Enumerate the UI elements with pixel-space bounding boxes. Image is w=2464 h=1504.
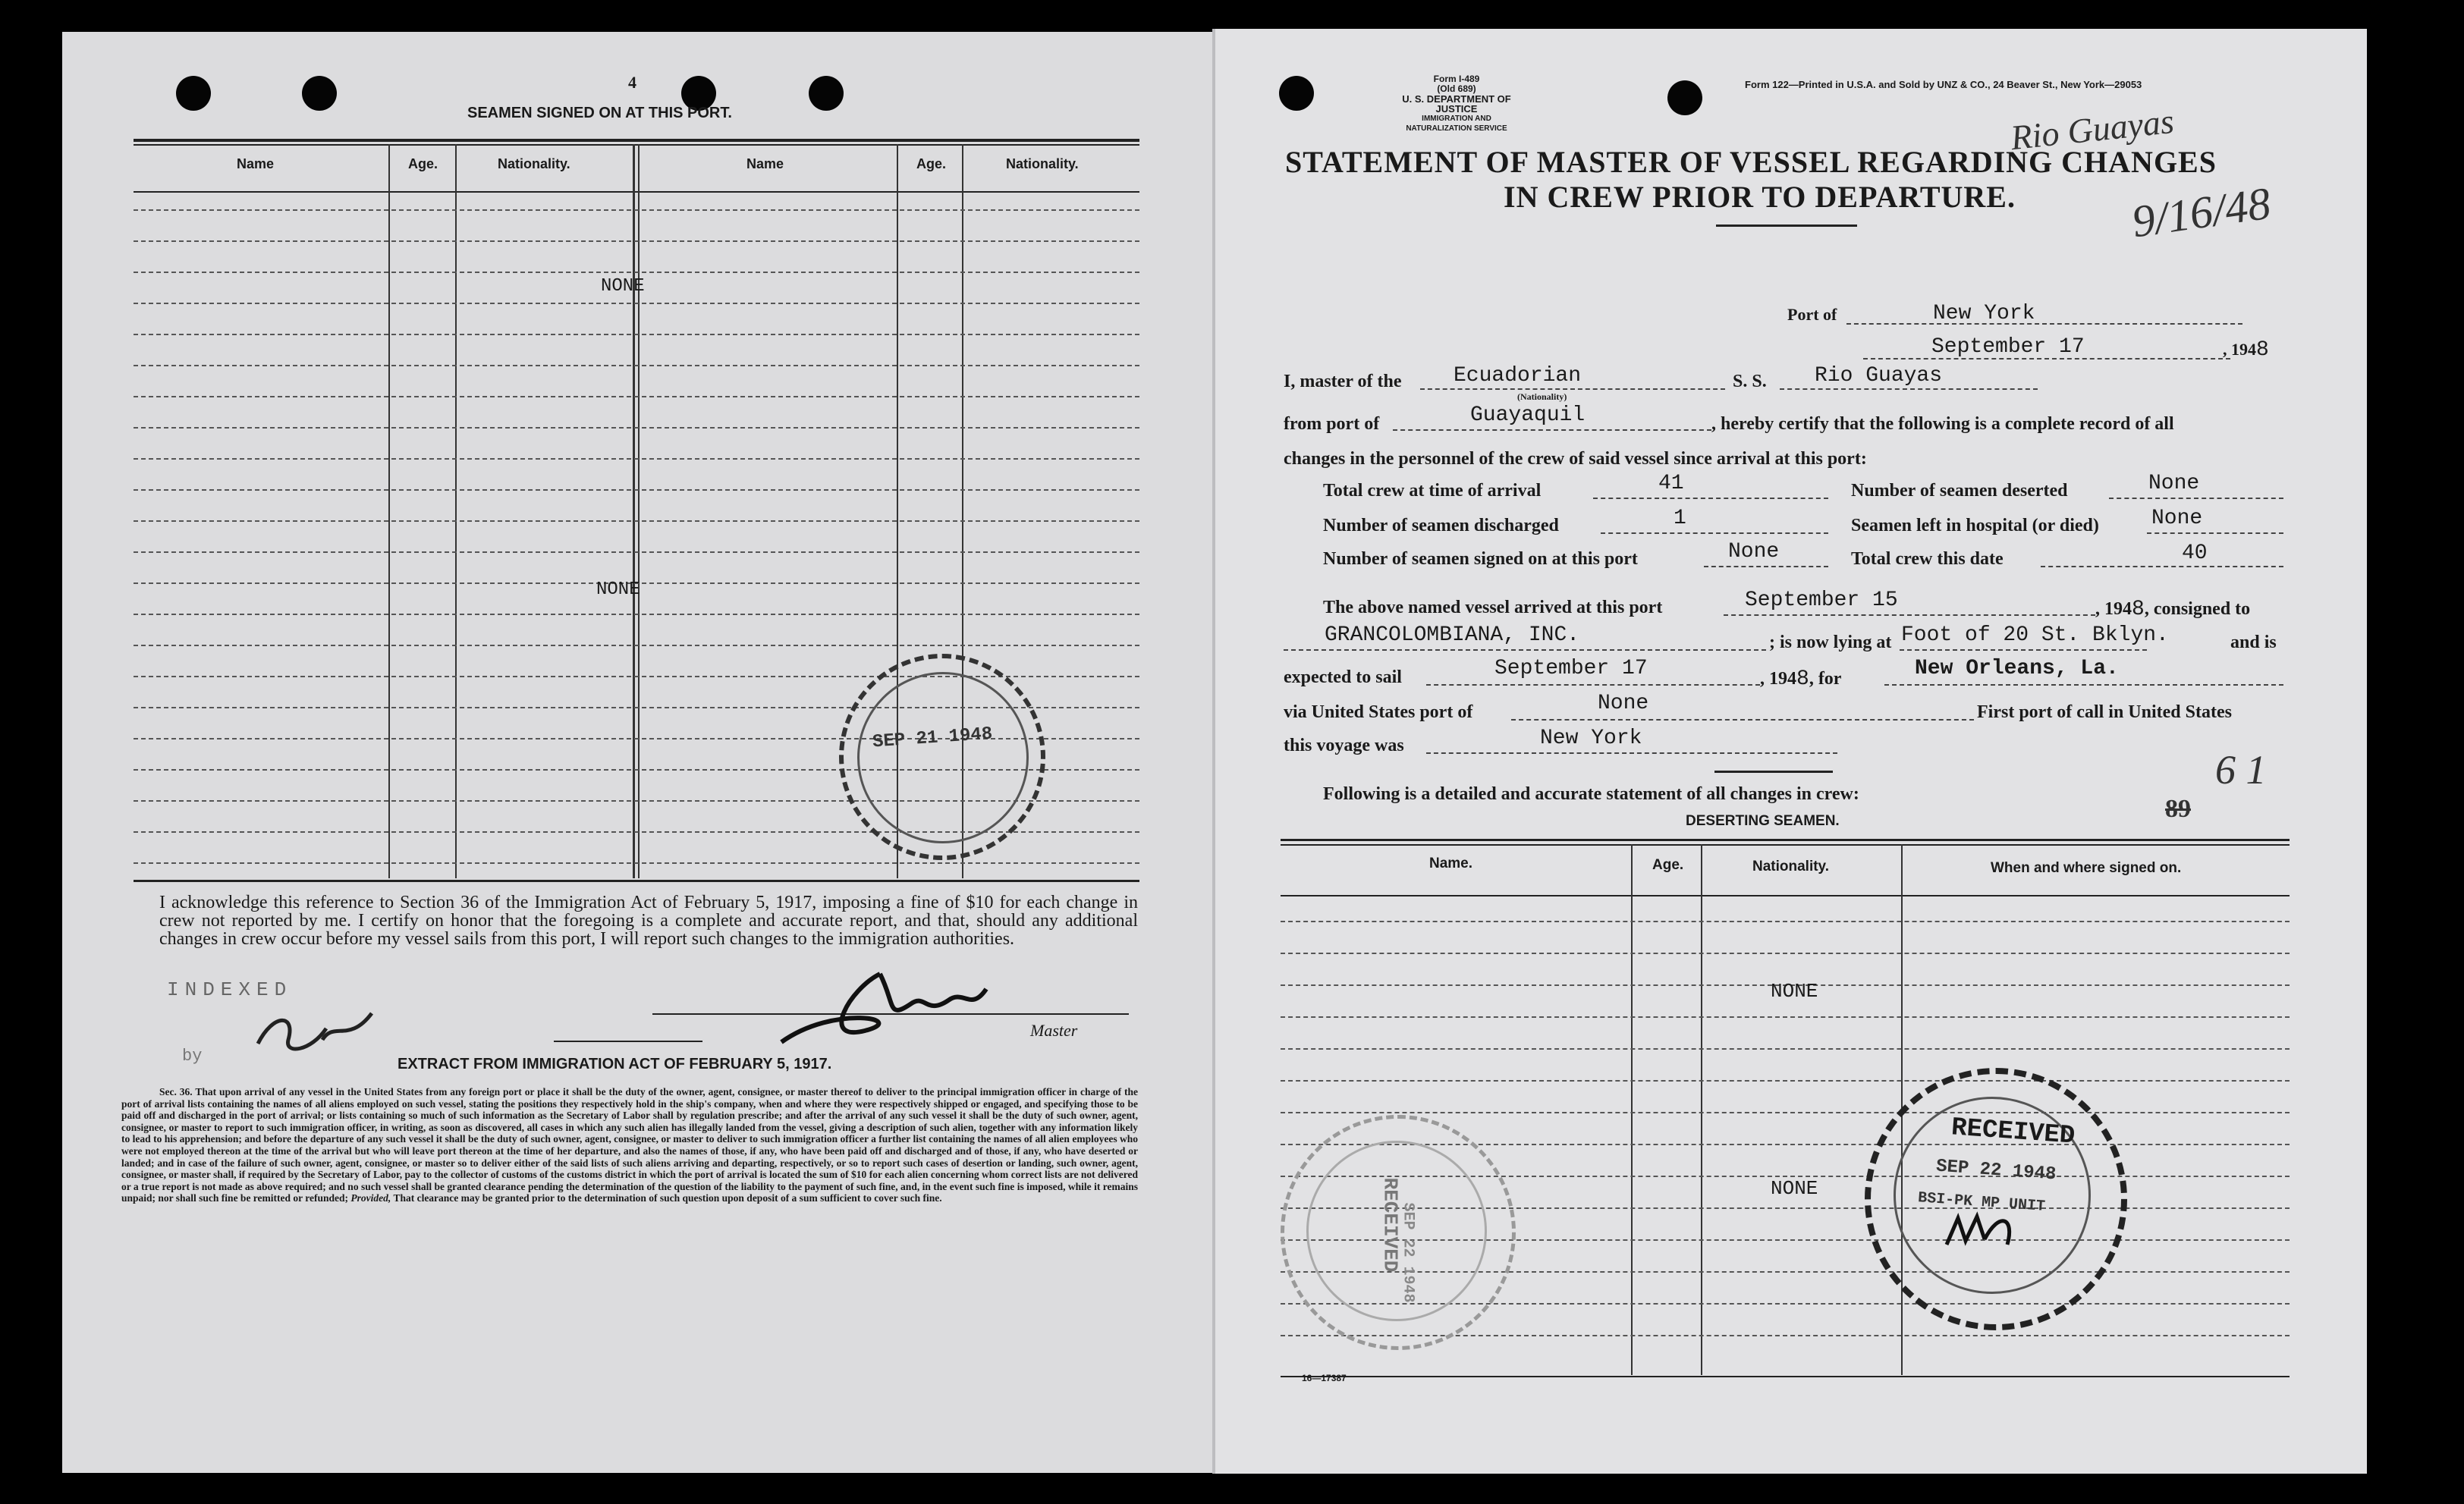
table-row-line [1281,921,2290,922]
page-number: 4 [628,73,636,92]
vessel-fill [1780,388,2038,390]
col-divider [1631,844,1633,1375]
lying-fill [1900,649,2147,651]
total-crew-date-value: 40 [2182,542,2208,565]
vessel-value: Rio Guayas [1815,364,1943,388]
left-title: SEAMEN SIGNED ON AT THIS PORT. [467,105,732,121]
col-nationality-2: Nationality. [1006,156,1079,171]
destination-fill [1884,684,2283,686]
punch-hole [1279,76,1314,111]
col-when-where: When and where signed on. [1991,860,2182,876]
none-entry: NONE [596,579,640,600]
handwritten-number: 6 1 [2215,747,2267,793]
nationality-value: Ecuadorian [1454,364,1582,388]
table-top-rule [134,139,1139,142]
destination-value: New Orleans, La. [1915,657,2119,680]
date-year [2223,338,2269,362]
master-signature [774,959,1077,1057]
form-title-line1: STATEMENT OF MASTER OF VESSEL REGARDING CHANGES [1285,145,2217,179]
section-36-text [121,1086,1138,1204]
and-is-label: and is [2230,633,2277,652]
expected-label: expected to sail [1284,667,1402,687]
from-port-value: Guayaquil [1470,403,1586,427]
total-crew-arrival-label: Total crew at time of arrival [1323,481,1542,501]
indexed-stamp: INDEXED [167,978,293,1001]
consignee-value: GRANCOLOMBIANA, INC. [1325,623,1580,647]
table-bottom-rule [134,880,1139,882]
table-top-rule [1281,844,2290,846]
section-rule [1714,771,1833,773]
master-of-label: I, master of the [1284,372,1402,391]
table-top-rule [1281,839,2290,841]
hospital-label: Seamen left in hospital (or died) [1851,516,2099,535]
punch-hole [1667,80,1702,115]
col-divider [388,144,390,878]
table-bottom-rule [1281,1376,2290,1377]
lying-value: Foot of 20 St. Bklyn. [1901,623,2169,647]
none-entry: NONE [1771,980,1818,1003]
table-row-line [1281,953,2290,954]
total-crew-arrival-value: 41 [1658,472,1684,495]
nationality-fill [1420,388,1725,390]
table-row-line [134,303,1139,304]
consignee-fill [1284,649,1766,651]
total-crew-arrival-fill [1593,498,1828,499]
punch-hole [176,76,211,111]
total-crew-date-label: Total crew this date [1851,549,2004,569]
voyage-fill [1426,752,1837,754]
col-nationality: Nationality. [1752,859,1829,874]
discharged-fill [1601,532,1828,534]
table-row-line [1281,1080,2290,1082]
year-printed: , 194 [2223,340,2256,359]
col-name-2: Name [746,156,784,171]
form-number: Form I-489 [1433,74,1480,84]
table-row-line [134,551,1139,553]
form-old-number: (Old 689) [1437,83,1476,94]
indexed-by: by [182,1047,203,1066]
table-row-line [134,489,1139,491]
extract-title: EXTRACT FROM IMMIGRATION ACT OF FEBRUARY 5, 1917. [398,1056,832,1072]
col-age: Age. [1652,857,1684,873]
col-divider [1701,844,1702,1375]
arrived-label: The above named vessel arrived at this port [1323,598,1663,617]
col-divider [633,144,635,878]
hospital-value: None [2151,507,2203,530]
section-label: Sec. 36. [159,1086,193,1097]
via-value: None [1598,692,1649,715]
via-fill [1511,719,1974,721]
department: U. S. DEPARTMENT OF JUSTICE [1402,93,1511,115]
expected-year-printed: , 194 [1760,669,1796,689]
voyage-label: this voyage was [1284,736,1404,755]
table-row-line [134,520,1139,522]
from-port-label: from port of [1284,414,1380,434]
hospital-fill [2147,532,2283,534]
table-row-line [1281,1112,2290,1113]
voyage-value: New York [1540,727,1642,750]
port-fill [1846,323,2242,325]
form-printer: Form 122—Printed in U.S.A. and Sold by UNZ & CO., 24 Beaver St., New York—29053 [1745,79,2142,90]
form-title-line2: IN CREW PRIOR TO DEPARTURE. [1504,180,2016,214]
col-age-2: Age. [916,156,947,171]
arrived-year-printed: , 194 [2095,599,2132,619]
expected-year-typed: 8 [1796,667,1809,691]
master-label: Master [1030,1021,1078,1040]
received-stamp-ring [857,672,1029,843]
total-crew-date-fill [2041,566,2283,567]
table-row-line [134,645,1139,646]
stamp-date: SEP 21 1948 [872,724,994,753]
none-entry: NONE [1771,1177,1818,1200]
table-row-line [134,458,1139,460]
provided-label: Provided, [350,1192,391,1204]
table-header-rule [134,191,1139,193]
certify-text: , hereby certify that the following is a complete record of all [1711,414,2174,434]
table-row-line [134,334,1139,335]
left-page [62,32,1223,1473]
for-label: , for [1809,669,1842,689]
ss-label: S. S. [1733,372,1767,391]
arrived-year-typed: 8 [2132,598,2145,621]
table-row-line [134,365,1139,366]
signed-on-value: None [1728,540,1780,564]
changes-text: changes in the personnel of the crew of said vessel since arrival at this port: [1284,449,1867,469]
signed-on-label: Number of seamen signed on at this port [1323,549,1638,569]
discharged-value: 1 [1674,507,1686,530]
deserted-value: None [2148,472,2200,495]
signed-on-fill [1704,566,1828,567]
deserting-title: DESERTING SEAMEN. [1686,813,1840,829]
punch-hole [809,76,844,111]
port-value: New York [1933,302,2035,325]
expected-fill [1426,684,1760,686]
table-row-line [134,272,1139,273]
table-header-rule [1281,895,2290,896]
date-value: September 17 [1931,335,2085,359]
col-divider [638,144,640,878]
discharged-label: Number of seamen discharged [1323,516,1559,535]
expected-value: September 17 [1494,657,1648,680]
col-name: Name. [1429,856,1473,871]
table-row-line [134,240,1139,242]
deserted-fill [2109,498,2283,499]
arrived-year [2095,598,2250,621]
nationality-caption: (Nationality) [1517,391,1567,402]
handwritten-ship-name: Rio Guayas [2008,101,2176,158]
section-body: That upon arrival of any vessel in the United States from any foreign port or place it shall be the duty of the owner, agent, consignee, or master thereof to deliver to the principal immigration officer in charge of the port of arrival lists containing the names of all aliens employed on such vessel, stating the positions they respectively hold in the ship's company, when and where they were respectively shipped or engaged, and specifying those to be paid off and discharged in the port of arrival; or lists containing so much of such information as the Secretary of Labor shall by regulation prescribe; and after the arrival of any such vessel it shall be the duty of such owner, agent, consignee, or master to report to such immigration officer, in writing, as soon as discovered, all cases in which any such alien has illegally landed from the vessel, giving a description of such alien, together with any information likely to lead to his apprehension; and before the departure of any such vessel it shall be the duty of such owner, agent, consignee, or master to deliver to such immigration officer a further list containing the names of all alien employees who were not employed thereon at the time of the arrival but who will leave port thereon at the time of her departure, and also the names of those, if any, who have been paid off and discharged and of those, if any, who have deserted or landed; and in case of the failure of such owner, agent, consignee, or master so to deliver either of the said lists of such aliens arriving and departing, respectively, or so to report such cases of desertion or landing, such owner, agent, consignee, or master shall, if required by the Secretary of Labor, pay to the collector of customs of the customs district in which the port of arrival is located the sum of $10 for each alien concerning whom correct lists are not delivered or a true report is not made as above required; and no such vessel shall be granted clearance pending the determination of the question of the liability to the payment of such fine, and, in the event such fine is imposed, while it remains unpaid; nor shall such fine be remitted or refunded; [121,1086,1138,1204]
port-label: Port of [1787,305,1837,324]
table-row-line [134,862,1139,864]
initials-signature [250,998,387,1066]
received-stamp-faded-date: SEP 22 1948 [1399,1202,1417,1303]
footer-code: 16—17387 [1302,1373,1347,1383]
arrived-value: September 15 [1745,589,1898,612]
arrived-fill [1724,614,2095,616]
col-nationality: Nationality. [498,156,570,171]
table-row-line [1281,1048,2290,1050]
col-age: Age. [408,156,438,171]
table-top-rule [134,144,1139,146]
expected-year [1760,667,1841,691]
form-header [1388,74,1525,133]
extract-rule [554,1041,702,1042]
year-typed: 8 [2256,338,2269,362]
table-row-line [134,209,1139,211]
col-name: Name [237,156,275,171]
received-stamp-faded-text: RECEIVED [1378,1177,1402,1273]
consigned-label: , consigned to [2144,599,2251,619]
via-label: via United States port of [1284,702,1473,722]
section-tail: That clearance may be granted prior to the determination of such question upon deposit of a sum sufficient to cover such fine. [393,1192,942,1204]
received-stamp-initials [1939,1203,2030,1256]
title-rule [1716,225,1857,227]
table-row-line [134,427,1139,429]
table-row-line [134,614,1139,615]
first-port-label: First port of call in United States [1977,702,2232,722]
received-stamp-date: SEP 22 1948 [1935,1156,2057,1185]
lying-label: ; is now lying at [1769,633,1892,652]
received-stamp-unit: BSI-PK MP UNIT [1917,1189,2046,1216]
following-label: Following is a detailed and accurate statement of all changes in crew: [1323,784,1859,804]
none-entry: NONE [601,276,645,297]
table-row-line [134,396,1139,397]
table-row-line [1281,1016,2290,1018]
agency: IMMIGRATION AND NATURALIZATION SERVICE [1406,115,1507,133]
struck-number: 89 [2165,795,2191,823]
from-port-fill [1393,429,1711,431]
punch-hole [302,76,337,111]
deserted-label: Number of seamen deserted [1851,481,2068,501]
received-stamp-text: RECEIVED [1950,1113,2076,1151]
handwritten-date: 9/16/48 [2129,177,2274,247]
acknowledgment-text: I acknowledge this reference to Section 36 of the Immigration Act of February 5, 1917, imposing a fine of $10 for each change in crew not reported by me. I certify on honor that the foregoing is a complete and accurate report, and that, should any additional changes in crew occur before my vessel sails from this port, I will report such changes to the immigration authorities. [159,893,1138,949]
col-divider [455,144,457,878]
